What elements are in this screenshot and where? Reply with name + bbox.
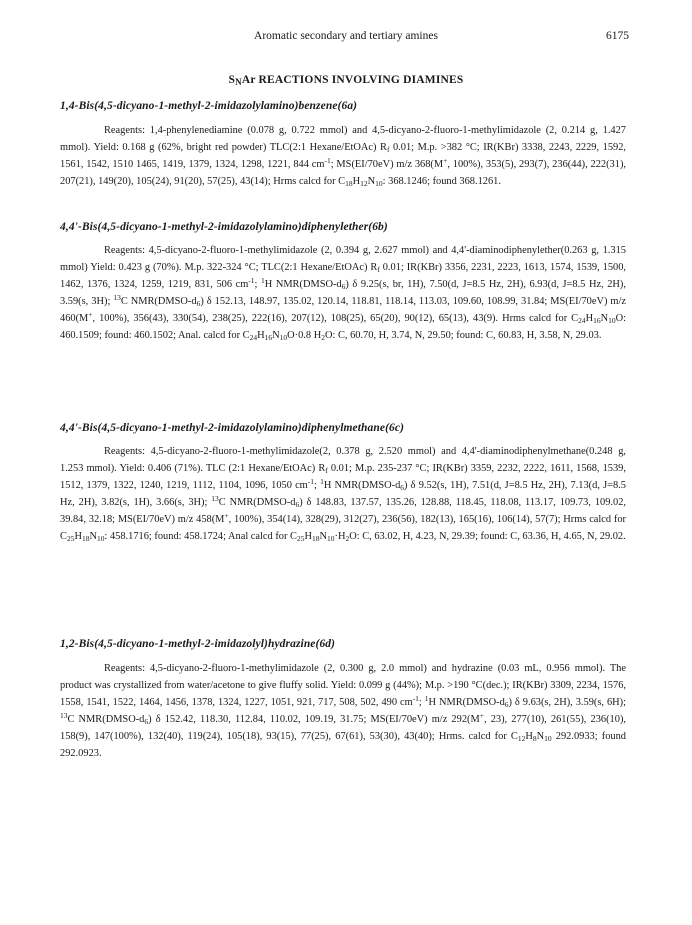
body-text-run: , 100%), 354(14), 328(29), 312(27), 236(56), 182(13), 165(16), 106(14), 57(7); Hrms calcd for C [60, 514, 627, 543]
compound-6c-body [60, 443, 626, 546]
formula-subscript: 16 [593, 316, 601, 326]
formula-supscript: 13 [60, 711, 68, 721]
body-text-run: N [89, 531, 97, 543]
body-text-run: 292.0933; found 292.0923. [60, 731, 626, 760]
section-title-subscript: N [235, 77, 242, 87]
body-text-run: ) δ 9.52(s, 1H), 7.51(d, J=8.5 Hz, 2H), 7.13(d, J=8.5 Hz, 2H), 3.82(s, 1H), 3.66(s, 3H); [60, 480, 626, 509]
body-text-run: ; MS(EI/70eV) m/z 368(M [330, 159, 444, 171]
formula-subscript: 18 [345, 179, 353, 189]
formula-subscript: 10 [375, 179, 383, 189]
formula-supscript: + [479, 711, 484, 721]
body-text-run: ·H [334, 531, 346, 543]
formula-subscript: 6 [400, 483, 405, 493]
compound-6a-title: 1,4-Bis(4,5-dicyano-1-methyl-2-imidazolylamino)benzene(6a) [60, 100, 358, 112]
formula-subscript: 6 [144, 717, 149, 727]
formula-subscript: 16 [264, 333, 273, 343]
formula-supscript: + [88, 310, 93, 320]
formula-subscript: 12 [517, 734, 526, 744]
compound-6d-title: 1,2-Bis(4,5-dicyano-1-methyl-2-imidazolyl)hydrazine(6d) [60, 638, 336, 650]
section-title-prefix: S [228, 74, 236, 86]
body-text-run: ; [314, 480, 321, 492]
body-text-run: N [367, 176, 376, 188]
body-text-run: N [600, 313, 609, 325]
body-text-run: ; [254, 279, 261, 291]
body-text-run: H [257, 330, 265, 342]
body-text-run: Reagents: 4,5-dicyano-2-fluoro-1-methylimidazole(2, 0.378 g, 2.520 mmol) and 4,4'-diaminodiphenylmethane(0.248 g, 1.253 mmol). Yield: 0.406 (71%). TLC (2:1 Hexane/EtOAc) R [60, 446, 626, 475]
body-text-run: Reagents: 1,4-phenylenediamine (0.078 g, 0.722 mmol) and 4,5-dicyano-2-fluoro-1-methylimidazole (2, 0.214 g, 1.427 mmol). Yield: 0.168 g (62%, bright red powder) TLC(2:1 Hexane/EtOAc) R [60, 125, 626, 154]
formula-subscript: f [386, 145, 390, 155]
body-text-run: C NMR(DMSO-d [120, 296, 197, 308]
body-text-run: C NMR(DMSO-d [67, 714, 145, 726]
formula-supscript: -1 [307, 477, 315, 487]
body-text-run: ) δ 152.42, 118.30, 112.84, 110.02, 109.19, 31.75; MS(EI/70eV) m/z 292(M [148, 714, 480, 726]
page-number: 6175 [606, 30, 629, 42]
body-text-run: N [272, 330, 280, 342]
body-text-run: C NMR(DMSO-d [218, 497, 296, 509]
running-header-title: Aromatic secondary and tertiary amines [254, 30, 438, 42]
body-text-run: 0.01; M.p. >382 °C; IR(KBr) 3338, 2243, 2229, 1592, 1561, 1542, 1510 1465, 1419, 1379, 1324, 1298, 1221, 844 cm [60, 142, 627, 171]
compound-6c-title: 4,4'-Bis(4,5-dicyano-1-methyl-2-imidazolylamino)diphenylmethane(6c) [60, 422, 404, 434]
formula-supscript: 13 [211, 494, 219, 504]
formula-supscript: 1 [320, 477, 324, 487]
compound-6d-body [60, 660, 626, 763]
body-text-run: , 100%), 356(43), 330(54), 238(25), 222(16), 207(12), 108(25), 65(20), 90(12), 65(13), 43(9). Hrms calcd for C [92, 313, 579, 325]
body-text-run: ) δ 9.25(s, br, 1H), 7.50(d, J=8.5 Hz, 2H), 6.93(d, J=8.5 Hz, 2H), 3.59(s, 3H); [60, 279, 626, 308]
formula-subscript: 24 [578, 316, 586, 326]
body-text-run: H [304, 531, 312, 543]
compound-6b-title: 4,4'-Bis(4,5-dicyano-1-methyl-2-imidazolylamino)diphenylether(6b) [60, 221, 388, 233]
body-text-run: Reagents: 4,5-dicyano-2-fluoro-1-methylimidazole (2, 0.300 g, 2.0 mmol) and hydrazine (0.03 mL, 0.956 mmol). The product was crystallized from water/acetone to give fluffy solid. Yield: 0.099 g (44%); M.p. >190 °C(dec.); IR(KBr) 3309, 2234, 1576, 1558, 1541, 1522, 1464, 1456, 1378, 1324, 1227, 1051, 921, 717, 508, 502, 490 cm [60, 663, 626, 709]
formula-subscript: 2 [321, 333, 325, 343]
section-title-rest: Ar REACTIONS INVOLVING DIAMINES [241, 74, 464, 86]
formula-subscript: 10 [279, 333, 288, 343]
formula-subscript: f [325, 466, 328, 476]
body-text-run: ) δ 9.63(s, 2H), 3.59(s, 6H); [508, 697, 626, 709]
formula-subscript: 6 [196, 299, 201, 309]
formula-subscript: 10 [608, 316, 616, 326]
formula-supscript: 13 [113, 293, 121, 303]
body-text-run: H NMR(DMSO-d [428, 697, 505, 709]
body-text-run: H [352, 176, 361, 188]
formula-subscript: 25 [296, 534, 305, 544]
body-text-run: : 458.1716; found: 458.1724; Anal calcd for C [104, 531, 297, 543]
body-text-run: : 368.1246; found 368.1261. [382, 176, 501, 188]
body-text-run: 0.01; IR(KBr) 3356, 2231, 2223, 1613, 1574, 1539, 1500, 1462, 1376, 1324, 1259, 1219, 831, 506 cm [60, 262, 626, 291]
formula-subscript: 10 [96, 534, 105, 544]
body-text-run: ; [418, 697, 425, 709]
body-text-run: O: C, 63.02, H, 4.23, N, 29.39; found: C, 63.36, H, 4.65, N, 29.02. [349, 531, 626, 543]
formula-supscript: -1 [324, 156, 331, 166]
formula-supscript: + [224, 511, 229, 521]
formula-subscript: 10 [544, 734, 552, 744]
formula-subscript: 10 [327, 534, 335, 544]
compound-6a-body [60, 122, 626, 190]
formula-subscript: 25 [66, 534, 75, 544]
formula-subscript: 12 [360, 179, 368, 189]
formula-subscript: 6 [504, 700, 509, 710]
formula-supscript: -1 [248, 276, 255, 286]
body-text-run: O: 460.1509; found: 460.1502; Anal. calcd for C [60, 313, 626, 342]
formula-subscript: 18 [81, 534, 90, 544]
body-text-run: O: C, 60.70, H, 3.74, N, 29.50; found: C, 60.83, H, 3.58, N, 29.03. [324, 330, 602, 342]
formula-supscript: 1 [261, 276, 265, 286]
formula-supscript: -1 [412, 694, 419, 704]
body-text-run: H NMR(DMSO-d [323, 480, 401, 492]
body-text-run: N [536, 731, 545, 743]
body-text-run: ) δ 148.83, 137.57, 135.26, 128.88, 118.45, 118.08, 113.17, 109.73, 109.02, 39.84, 32.18; MS(EI/70eV) m/z 458(M [60, 497, 626, 526]
formula-subscript: 24 [249, 333, 258, 343]
formula-supscript: + [443, 156, 448, 166]
body-text-run: N [319, 531, 327, 543]
formula-subscript: 6 [341, 282, 346, 292]
formula-subscript: 6 [295, 500, 300, 510]
formula-subscript: 18 [311, 534, 320, 544]
body-text-run: 0.01; M.p. 235-237 °C; IR(KBr) 3359, 2232, 2222, 1611, 1568, 1539, 1512, 1379, 1322, 1240, 1219, 1112, 1104, 1096, 1050 cm [60, 463, 626, 492]
body-text-run: H [585, 313, 594, 325]
body-text-run: H [525, 731, 533, 743]
formula-subscript: f [377, 265, 380, 275]
body-text-run: H NMR(DMSO-d [264, 279, 342, 291]
body-text-run: , 23), 277(10), 261(55), 236(10), 158(9), 147(100%), 132(40), 119(24), 105(18), 93(15), 77(25), 67(61), 53(30), 43(40); Hrms. calcd for C [60, 714, 627, 743]
body-text-run: H [74, 531, 82, 543]
compound-6b-body [60, 242, 626, 345]
body-text-run: , 100%), 353(5), 293(7), 236(44), 222(31), 207(21), 149(20), 105(24), 91(20), 57(25), 43(14); Hrms calcd for C [60, 159, 627, 188]
body-text-run: ) δ 152.13, 148.97, 135.02, 120.14, 118.81, 118.14, 113.03, 109.60, 108.99, 31.84; MS(EI/70eV) m/z 460(M [60, 296, 627, 325]
formula-subscript: 2 [345, 534, 350, 544]
body-text-run: Reagents: 4,5-dicyano-2-fluoro-1-methylimidazole (2, 0.394 g, 2.627 mmol) and 4,4'-diaminodiphenylether(0.263 g, 1.315 mmol) Yield: 0.423 g (70%). M.p. 322-324 °C; TLC(2:1 Hexane/EtOAc) R [60, 245, 626, 274]
body-text-run: O·0.8 H [287, 330, 322, 342]
formula-subscript: 8 [532, 734, 537, 744]
section-title [0, 74, 692, 87]
formula-supscript: 1 [424, 694, 429, 704]
